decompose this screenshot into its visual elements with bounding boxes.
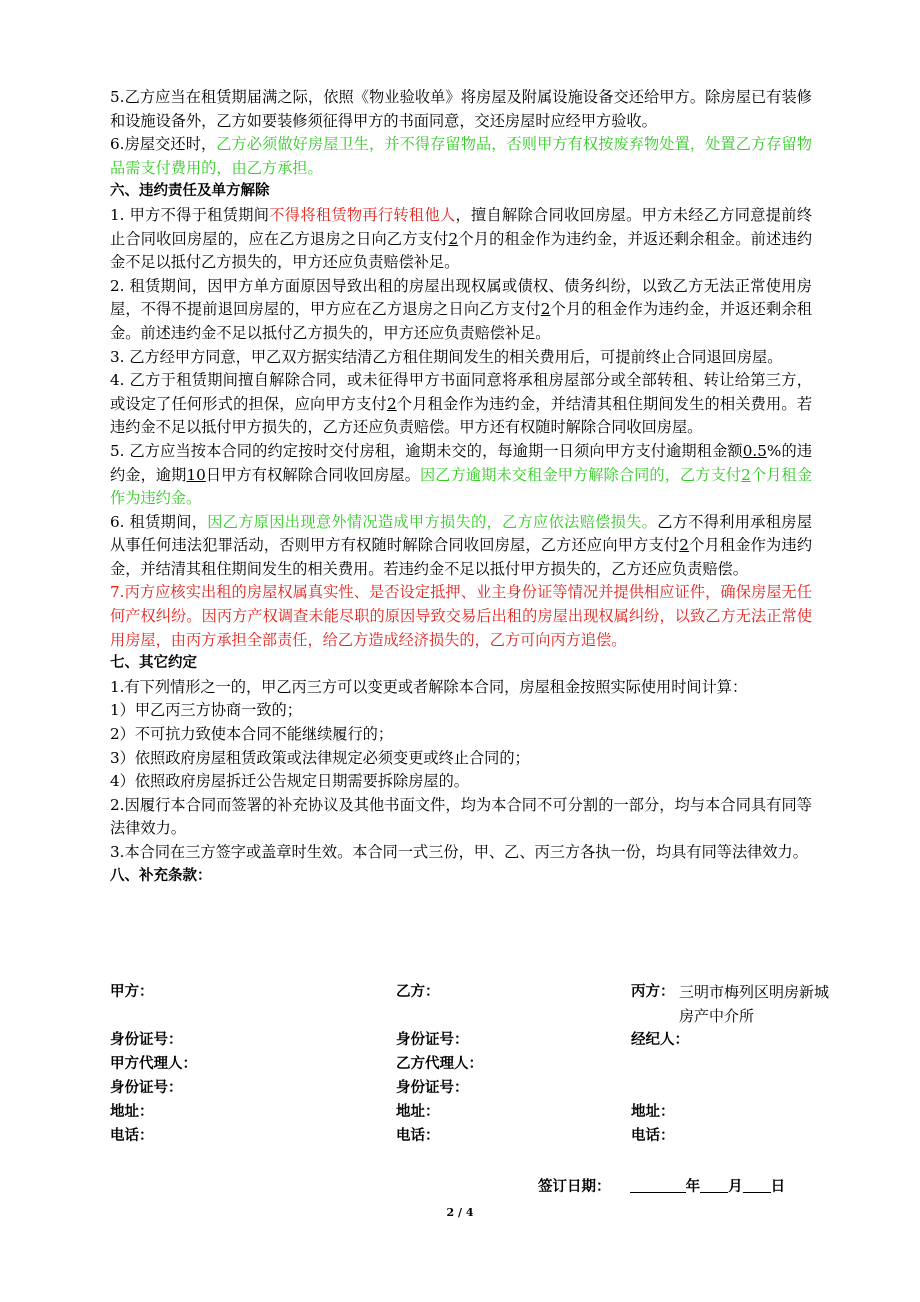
- party-a-id-label: 身份证号：: [110, 1032, 183, 1048]
- party-b-id-label: 身份证号：: [396, 1032, 469, 1048]
- party-b-address-label: 地址：: [396, 1104, 440, 1120]
- day-label: 日: [770, 1179, 786, 1195]
- breach-5-part-c: 日甲方有权解除合同收回房屋。: [205, 465, 421, 484]
- breach-5-highlight-a: 因乙方逾期未交租金甲方解除合同的，乙方支付: [420, 465, 742, 484]
- breach-6-months: 2: [679, 536, 689, 555]
- signature-row-address: [110, 1100, 812, 1124]
- breach-1-part-b: ，擅自解除合同收回房屋。甲方未经乙方同意提前终止合同收回房屋的，应在乙方退房之日向乙方支付: [110, 205, 813, 248]
- signature-row-agent-id: [110, 1076, 812, 1100]
- signature-row-parties: [110, 980, 830, 1028]
- breach-6-part-a: 6. 租赁期间，: [110, 512, 208, 531]
- breach-6-part-c: 个月租金作为违约金，并结清其租住期间发生的相关费用。若违约金不足以抵付甲方损失的，乙方还应负责赔偿。: [110, 536, 813, 578]
- party-c-phone-label: 电话：: [631, 1128, 675, 1144]
- breach-5-part-a: 5. 乙方应当按本合同的约定按时交付房租，逾期未交的，每逾期一日须向甲方支付逾期租金额: [110, 441, 743, 460]
- breach-1-highlight: 不得将租赁物再行转租他人: [269, 205, 456, 224]
- month-blank: [700, 1177, 728, 1193]
- party-a-agent-label: 甲方代理人：: [110, 1056, 197, 1072]
- clause-6-highlight: 乙方必须做好房屋卫生，并不得存留物品，否则甲方有权按废弃物处置，处置乙方存留物品需支付费用的，由乙方承担。: [110, 135, 812, 177]
- party-a-label: 甲方：: [110, 984, 154, 1000]
- party-b-phone-label: 电话：: [396, 1128, 440, 1144]
- other-item-2: 2.因履行本合同而签署的补充协议及其他书面文件，均为本合同不可分割的一部分，均与本合同具有同等法律效力。: [110, 795, 812, 838]
- clause-6: [110, 133, 812, 180]
- party-c-label: 丙方：: [631, 984, 675, 1000]
- party-b-agent-id-label: 身份证号：: [396, 1080, 469, 1096]
- signature-row-id: [110, 1028, 812, 1052]
- other-item-1: 1.有下列情形之一的，甲乙丙三方可以变更或者解除本合同，房屋租金按照实际使用时间计算：: [110, 677, 748, 696]
- day-blank: [743, 1177, 771, 1193]
- signing-date: [538, 1175, 785, 1196]
- breach-item-1: [110, 204, 812, 275]
- breach-1-part-a: 1. 甲方不得于租赁期间: [110, 205, 270, 224]
- signature-block: [110, 980, 830, 1148]
- breach-4-months: 2: [386, 394, 397, 413]
- other-item-1-1: 1）甲乙丙三方协商一致的；: [110, 701, 302, 720]
- clause-5-text: 5.乙方应当在租赁期届满之际，依照《物业验收单》将房屋及附属设施设备交还给甲方。除房屋已有装修和设施设备外，乙方如要装修须征得甲方的书面同意，交还房屋时应经甲方验收。: [110, 88, 812, 130]
- party-a-phone-label: 电话：: [110, 1128, 154, 1144]
- breach-1-part-c: 个月的租金作为违约金，并返还剩余租金。前述违约金不足以抵付乙方损失的，甲方还应负责赔偿补足。: [110, 229, 813, 272]
- party-b-agent-label: 乙方代理人：: [396, 1056, 483, 1072]
- breach-4-part-b: 个月租金作为违约金，并结清其租住期间发生的相关费用。若违约金不足以抵付甲方损失的，乙方还应负责赔偿。甲方还有权随时解除合同收回房屋。: [110, 394, 813, 437]
- party-b-label: 乙方：: [396, 984, 440, 1000]
- clause-6-lead: 6.房屋交还时，: [110, 135, 217, 154]
- breach-item-6: [110, 511, 812, 582]
- section-6-heading: 六、违约责任及单方解除: [110, 183, 270, 200]
- other-item-1-2: 2）不可抗力致使本合同不能继续履行的；: [110, 725, 394, 744]
- section-8-heading: 八、补充条款：: [110, 867, 212, 884]
- party-a-address-label: 地址：: [110, 1104, 154, 1120]
- breach-4-part-a: 4. 乙方于租赁期间擅自解除合同，或未征得甲方书面同意将承租房屋部分或全部转租、转让给第三方，或设定了任何形式的担保，应向甲方支付: [110, 371, 812, 413]
- breach-item-4: [110, 369, 812, 440]
- breach-item-3: 3. 乙方经甲方同意，甲乙双方据实结清乙方租住期间发生的相关费用后，可提前终止合同退回房屋。: [110, 347, 783, 366]
- year-label: 年: [685, 1179, 701, 1195]
- breach-item-7: 7.丙方应核实出租的房屋权属真实性、是否设定抵押、业主身份证等情况并提供相应证件，确保房屋无任何产权纠纷。因丙方产权调查未能尽职的原因导致交易后出租的房屋出现权属纠纷，以致乙方无法正常使用房屋，由丙方承担全部责任，给乙方造成经济损失的，乙方可向丙方追偿。: [110, 583, 812, 649]
- clause-5: [110, 86, 812, 133]
- other-item-3: 3.本合同在三方签字或盖章时生效。本合同一式三份，甲、乙、丙三方各执一份，均具有同等法律效力。: [110, 843, 808, 861]
- party-a-agent-id-label: 身份证号：: [110, 1080, 183, 1096]
- month-label: 月: [728, 1179, 743, 1195]
- breach-5-highlight-b: 个月租金作为违约金。: [110, 465, 813, 508]
- breach-6-highlight: 因乙方原因出现意外情况造成甲方损失的，乙方应依法赔偿损失。: [207, 512, 658, 531]
- breach-5-days: 10: [186, 465, 206, 484]
- signature-row-agent: [110, 1052, 812, 1076]
- breach-item-2: [110, 275, 812, 346]
- party-c-name: 三明市梅列区明房新城房产中介所: [679, 983, 830, 1025]
- broker-label: 经纪人：: [631, 1032, 689, 1048]
- breach-2-part-a: 2. 租赁期间，因甲方单方面原因导致出租的房屋出现权属或债权、债务纠纷，以致乙方无法正常使用房屋，不得不提前退回房屋的，甲方应在乙方退房之日向乙方支付: [110, 276, 812, 319]
- breach-2-months: 2: [540, 300, 551, 319]
- signing-date-label: 签订日期：: [538, 1179, 611, 1195]
- contract-body: [110, 86, 812, 888]
- breach-5-highlight-months: 2: [741, 465, 751, 484]
- section-7-heading: 七、其它约定: [110, 655, 197, 672]
- page-number: 2 / 4: [446, 1206, 474, 1219]
- breach-item-5: [110, 440, 812, 511]
- signature-row-phone: [110, 1124, 812, 1148]
- breach-2-part-b: 个月的租金作为违约金，并返还剩余租金。前述违约金不足以抵付乙方损失的，甲方还应负责赔偿补足。: [110, 300, 813, 342]
- other-item-1-3: 3）依照政府房屋租赁政策或法律规定必须变更或终止合同的；: [110, 748, 530, 767]
- year-blank: [630, 1177, 686, 1193]
- breach-1-months: 2: [448, 229, 459, 248]
- party-c: [631, 980, 830, 1025]
- other-item-1-4: 4）依照政府房屋拆迁公告规定日期需要拆除房屋的。: [110, 772, 469, 791]
- breach-5-part-b: %的违约金，逾期: [110, 441, 812, 484]
- breach-6-part-b: 乙方不得利用承租房屋从事任何违法犯罪活动，否则甲方有权随时解除合同收回房屋，乙方还应向甲方支付: [110, 512, 813, 555]
- party-c-address-label: 地址：: [631, 1104, 675, 1120]
- breach-5-rate: 0.5: [742, 441, 767, 460]
